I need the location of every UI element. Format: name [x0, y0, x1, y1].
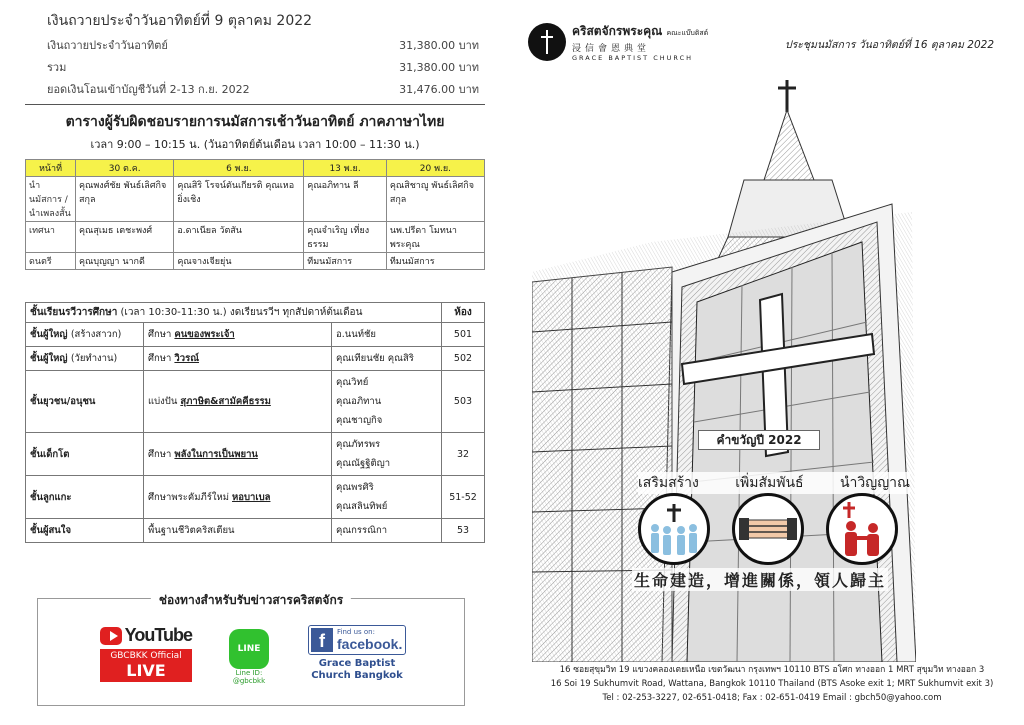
schedule-cell: คุณสิชาญู พันธ์เลิศกิจสกุล [386, 177, 484, 222]
class-room: 32 [442, 433, 485, 476]
schedule-column-header: 20 พ.ย. [386, 160, 484, 177]
teacher-name: คุณวิทย์ [336, 377, 369, 388]
contact-info: Tel : 02-253-3227, 02-651-0418; Fax : 02-651-0419 Email : gbch50@yahoo.com [602, 693, 942, 703]
news-channels-box [37, 593, 465, 706]
class-topic: สุภาษิต&สามัคคีธรรม [180, 396, 271, 407]
class-teachers-cell [332, 433, 442, 476]
teacher-name: คุณกรรณิกา [336, 525, 388, 536]
church-logo [528, 22, 708, 62]
motto-word-relation: เพิ่มสัมพันธ์ [735, 475, 804, 491]
youtube-live-badge [100, 649, 192, 682]
schedule-cell: คุณอภิทาน ลี [304, 177, 387, 222]
class-teachers-cell [332, 371, 442, 433]
class-topic-cell [144, 433, 332, 476]
facebook-page-name: Grace Baptist Church Bangkok [311, 658, 403, 681]
class-name-cell [26, 371, 144, 433]
class-topic-prefix: ศึกษา [148, 353, 172, 364]
class-row [26, 323, 485, 347]
class-body [26, 323, 485, 543]
line-id: @gbcbkk [232, 677, 266, 685]
class-room: 51-52 [442, 476, 485, 519]
class-topic-cell [144, 519, 332, 543]
class-header [26, 303, 442, 323]
class-topic-prefix: พื้นฐานชีวิตคริสเตียน [148, 525, 235, 536]
class-teachers-cell [332, 476, 442, 519]
offering-rows [25, 36, 485, 98]
class-teachers-cell [332, 519, 442, 543]
offering-row [47, 36, 485, 54]
teacher-name: อ.นนท์ชัย [336, 329, 376, 340]
class-room: 501 [442, 323, 485, 347]
motto-title: คำขวัญปี 2022 [698, 430, 820, 450]
youtube-logo [100, 625, 192, 646]
address-thai: 16 ซอยสุขุมวิท 19 แขวงคลองเตยเหนือ เขตวัฒนา กรุงเทพฯ 10110 BTS อโศก ทางออก 1 MRT สุขุมวิท ทางออก 3 [559, 665, 985, 675]
schedule-cell: คุณสุเมธ เตชะพงศ์ [76, 222, 174, 253]
youtube-wordmark: YouTube [124, 625, 192, 645]
schedule-row [26, 253, 485, 270]
people-cross-icon [638, 493, 710, 565]
class-topic-cell [144, 371, 332, 433]
offering-row [47, 58, 485, 76]
motto-chinese: 生命建造，增進關係，領人歸主 [632, 568, 888, 591]
offering-row [47, 80, 485, 98]
class-row [26, 347, 485, 371]
divider [25, 104, 485, 105]
class-row [26, 476, 485, 519]
class-name-cell [26, 433, 144, 476]
class-topic-prefix: แบ่งปัน [148, 396, 178, 407]
schedule-cell: คุณบุญญา นากดี [76, 253, 174, 270]
class-room: 503 [442, 371, 485, 433]
class-teachers-cell [332, 347, 442, 371]
class-topic-prefix: ศึกษา [148, 448, 172, 460]
schedule-body [26, 177, 485, 270]
class-name-cell [26, 323, 144, 347]
motto-word-soul: นำวิญญาณ [839, 475, 910, 491]
class-topic-cell [144, 476, 332, 519]
class-topic-cell [144, 347, 332, 371]
class-table [25, 302, 485, 543]
teacher-name: คุณอภิทาน [336, 396, 382, 407]
class-name: ชั้นผู้ใหญ่ [30, 329, 68, 340]
line-id-label: Line ID: [235, 669, 263, 677]
church-name-cn: 浸信會恩典堂 [572, 44, 651, 54]
service-date: ประชุมนมัสการ วันอาทิตย์ที่ 16 ตุลาคม 2022 [784, 39, 994, 51]
youtube-play-icon [100, 627, 122, 645]
youtube-link[interactable] [100, 625, 192, 682]
class-name: ชั้นลูกแกะ [30, 491, 72, 503]
schedule-subtitle: เวลา 9:00 – 10:15 น. (วันอาทิตย์ต้นเดือน เวลา 10:00 – 11:30 น.) [90, 138, 420, 151]
teacher-name: คุณสลินทิพย์ [336, 501, 388, 512]
schedule-table [25, 159, 485, 270]
handshake-icon [732, 493, 804, 565]
class-header-note: (เวลา 10:30-11:30 น.) งดเรียนรวีฯ ทุกสัปดาห์ต้นเดือน [120, 307, 363, 318]
teacher-name: คุณภัทรพร [336, 439, 381, 450]
line-link[interactable] [224, 629, 274, 685]
class-subname: (วัยทำงาน) [70, 353, 118, 364]
facebook-link[interactable] [308, 625, 406, 682]
facebook-icon: f [311, 628, 333, 652]
schedule-column-header: 13 พ.ย. [304, 160, 387, 177]
schedule-column-header: 6 พ.ย. [174, 160, 304, 177]
class-row [26, 519, 485, 543]
offering-amount: 31,476.00 บาท [399, 83, 479, 96]
teacher-name: คุณเทียนชัย คุณสิริ [336, 353, 414, 364]
news-title: ช่องทางสำหรับรับข่าวสารคริสตจักร [151, 591, 351, 610]
schedule-cell: ทีมนมัสการ [304, 253, 387, 270]
schedule-cell: นพ.ปรีดา โมทนาพระคุณ [386, 222, 484, 253]
class-name-cell [26, 347, 144, 371]
motto-word-build: เสริมสร้าง [638, 475, 699, 491]
class-topic-cell [144, 323, 332, 347]
schedule-cell: คุณจำเริญ เที่ยงธรรม [304, 222, 387, 253]
schedule-row [26, 222, 485, 253]
right-panel [520, 0, 1024, 725]
class-teachers-cell [332, 323, 442, 347]
schedule-role: นำนมัสการ /นำเพลงสั้น [26, 177, 76, 222]
class-topic: พลังในการเป็นพยาน [174, 448, 258, 460]
teacher-name: คุณชาญกิจ [336, 415, 383, 426]
class-row [26, 371, 485, 433]
schedule-role: เทศนา [26, 222, 76, 253]
facebook-find-label: Find us on: [337, 628, 375, 636]
schedule-cell: คุณจางเจียยุ่น [174, 253, 304, 270]
facebook-badge [308, 625, 406, 655]
church-name-en: GRACE BAPTIST CHURCH [572, 54, 694, 62]
church-name-th: คริสตจักรพระคุณ [572, 24, 663, 38]
line-icon: LINE [229, 629, 269, 669]
schedule-role: ดนตรี [26, 253, 76, 270]
class-topic-prefix: ศึกษาพระคัมภีร์ใหม่ [148, 491, 229, 503]
class-name-cell [26, 519, 144, 543]
offering-label: รวม [47, 61, 67, 74]
class-room: 502 [442, 347, 485, 371]
teacher-name: คุณณัฐฐิติญา [336, 458, 391, 469]
schedule-cell: คุณสิริ โรจน์ตันเกียรติ คุณเหอยิ่งเชิง [174, 177, 304, 222]
schedule-header-row [26, 160, 485, 177]
class-name-cell [26, 476, 144, 519]
leading-people-icon [826, 493, 898, 565]
schedule-column-header: หน้าที่ [26, 160, 76, 177]
class-topic: หอบาเบล [232, 491, 271, 503]
class-topic: วิวรณ์ [174, 353, 200, 364]
class-topic-prefix: ศึกษา [148, 329, 172, 340]
class-name: ชั้นเด็กโต [30, 448, 70, 460]
class-header-title: ชั้นเรียนรวีวารศึกษา [30, 307, 118, 318]
church-name-th-small: คณะแบ๊บติสต์ [666, 29, 709, 37]
class-name: ชั้นผู้ใหญ่ [30, 353, 68, 364]
address-english: 16 Soi 19 Sukhumvit Road, Wattana, Bangkok 10110 Thailand (BTS Asoke exit 1; MRT Sukhumvit exit 3) [550, 679, 994, 689]
class-room: 53 [442, 519, 485, 543]
class-row [26, 433, 485, 476]
motto-words [638, 472, 910, 494]
class-name: ชั้นผู้สนใจ [30, 525, 72, 536]
youtube-live-label: LIVE [126, 661, 166, 680]
offering-label: ยอดเงินโอนเข้าบัญชีวันที่ 2-13 ก.ย. 2022 [47, 83, 250, 96]
offering-label: เงินถวายประจำวันอาทิตย์ [47, 39, 168, 52]
offering-amount: 31,380.00 บาท [399, 61, 479, 74]
schedule-cell: ทีมนมัสการ [386, 253, 484, 270]
teacher-name: คุณพรศิริ [336, 482, 374, 493]
schedule-column-header: 30 ต.ค. [76, 160, 174, 177]
class-name: ชั้นยุวชน/อนุชน [30, 396, 96, 407]
class-subname: (สร้างสาวก) [70, 329, 122, 340]
schedule-cell: อ.ดาเนียล วัตสัน [174, 222, 304, 253]
cross-icon [528, 23, 566, 61]
schedule-row [26, 177, 485, 222]
church-address [520, 663, 1024, 705]
left-panel [25, 10, 485, 543]
youtube-channel: GBCBKK Official [110, 651, 182, 661]
room-header: ห้อง [442, 303, 485, 323]
class-header-row [26, 303, 485, 323]
class-topic: คนของพระเจ้า [174, 329, 235, 340]
facebook-wordmark: facebook. [337, 636, 403, 652]
schedule-title: ตารางผู้รับผิดชอบรายการนมัสการเช้าวันอาทิตย์ ภาคภาษาไทย [65, 114, 445, 130]
schedule-cell: คุณพงศ์ชัย พันธ์เลิศกิจสกุล [76, 177, 174, 222]
offering-amount: 31,380.00 บาท [399, 39, 479, 52]
offering-title: เงินถวายประจำวันอาทิตย์ที่ 9 ตุลาคม 2022 [47, 13, 313, 29]
